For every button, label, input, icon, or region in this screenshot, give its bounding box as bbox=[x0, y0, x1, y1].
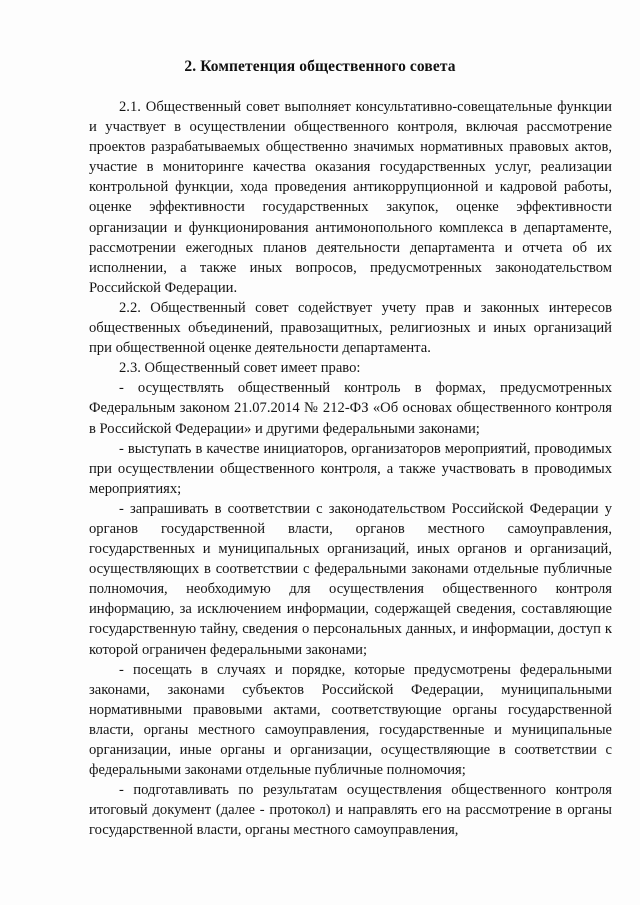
list-item-initiators: - выступать в качестве инициаторов, организаторов мероприятий, проводимых при осуществлении общественного контроля, а также участвовать в проводимых мероприятиях; bbox=[89, 440, 612, 497]
document-body bbox=[89, 97, 612, 840]
list-item-prepare-protocol: - подготавливать по результатам осуществления общественного контроля итоговый документ (далее - протокол) и направлять его на рассмотрение в органы государственной власти, органы местного самоуправления, bbox=[89, 782, 612, 839]
list-item-request-information: - запрашивать в соответствии с законодательством Российской Федерации у органов государственной власти, органов местного самоуправления, государственных и муниципальных организаций, иных органов и организаций, осуществляющих в соответствии с федеральными законами отдельные публичные полномочия, необходимую для осуществления общественного контроля информацию, за исключением информации, содержащей сведения, составляющие государственную тайну, сведения о персональных данных, и информации, доступ к которой ограничен федеральными законами; bbox=[89, 500, 612, 658]
paragraph-2-1: 2.1. Общественный совет выполняет консультативно-совещательные функции и участвует в осуществлении общественного контроля, включая рассмотрение проектов разрабатываемых общественно значимых нормативных правовых актов, участие в мониторинге качества оказания государственных услуг, реализации контрольной функции, хода проведения антикоррупционной и кадровой работы, оценке эффективности государственных закупок, оценке эффективности организации и функционирования антимонопольного комплекса в департаменте, рассмотрении ежегодных планов деятельности департамента и отчета об их исполнении, а также иных вопросов, предусмотренных законодательством Российской Федерации. bbox=[89, 99, 612, 296]
list-item-public-control-forms: - осуществлять общественный контроль в формах, предусмотренных Федеральным законом 21.07.2014 № 212-ФЗ «Об основах общественного контроля в Российской Федерации» и другими федеральными законами; bbox=[89, 380, 612, 437]
list-item-visit-organizations: - посещать в случаях и порядке, которые предусмотрены федеральными законами, законами субъектов Российской Федерации, муниципальными нормативными правовыми актами, соответствующие органы государственной власти, органы местного самоуправления, государственные и муниципальные организации, иные органы и организации, осуществляющие в соответствии с федеральными законами отдельные публичные полномочия; bbox=[89, 661, 612, 779]
paragraph-2-2: 2.2. Общественный совет содействует учету прав и законных интересов общественных объединений, правозащитных, религиозных и иных организаций при общественной оценке деятельности департамента. bbox=[89, 299, 612, 357]
paragraph-2-3-intro: 2.3. Общественный совет имеет право: bbox=[119, 360, 361, 377]
section-heading: 2. Компетенция общественного совета bbox=[184, 58, 456, 75]
